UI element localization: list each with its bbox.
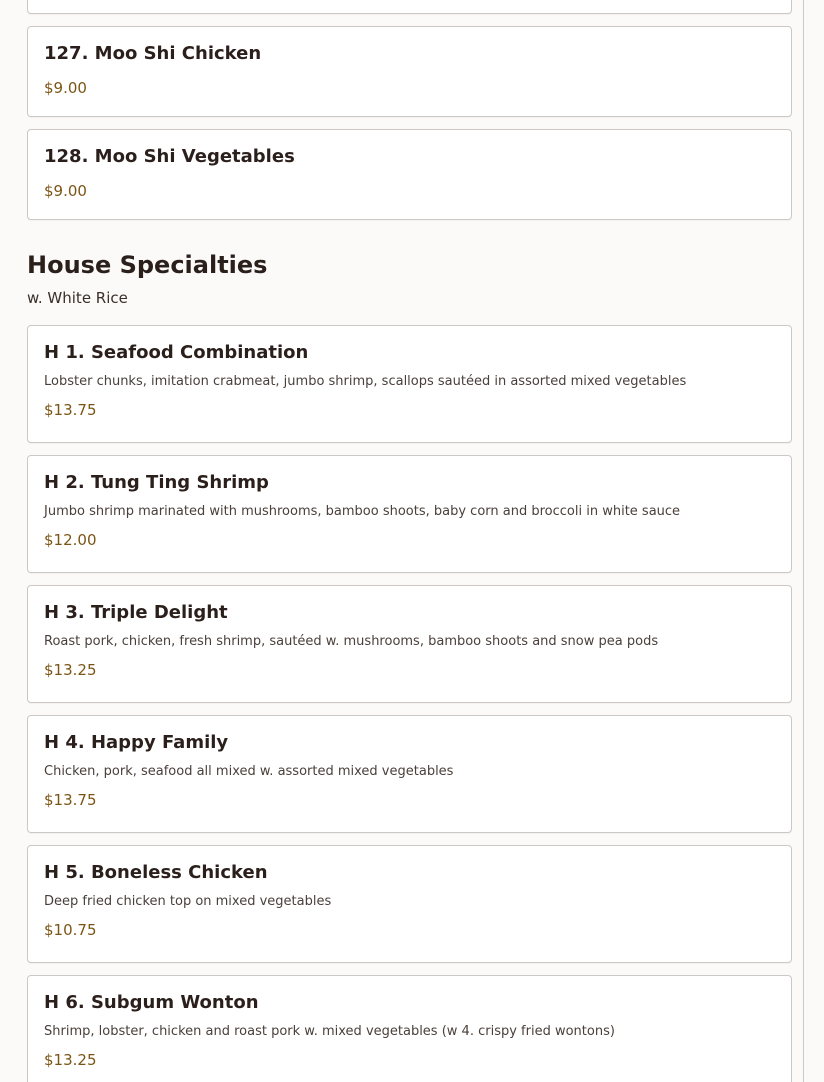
menu-item-price: $13.75 [44, 791, 97, 809]
menu-section-house-specialties [27, 250, 792, 1082]
menu-item-card[interactable] [27, 845, 792, 963]
menu-content [27, 0, 792, 1082]
menu-item-price: $10.75 [44, 921, 97, 939]
menu-item-price: $13.25 [44, 1051, 97, 1069]
menu-item-description: Chicken, pork, seafood all mixed w. assorted mixed vegetables [44, 764, 454, 779]
menu-item-name: H 4. Happy Family [44, 732, 229, 753]
menu-item-name: H 3. Triple Delight [44, 602, 228, 623]
menu-item-name: 128. Moo Shi Vegetables [44, 146, 295, 167]
section-subtitle: w. White Rice [27, 289, 128, 307]
menu-item-description: Shrimp, lobster, chicken and roast pork w. mixed vegetables (w 4. crispy fried wontons) [44, 1024, 615, 1039]
menu-item-name: H 1. Seafood Combination [44, 342, 309, 363]
menu-item-price: $9.00 [44, 79, 87, 97]
menu-item-card[interactable] [27, 455, 792, 573]
menu-item-card[interactable] [27, 129, 792, 220]
menu-item-description: Roast pork, chicken, fresh shrimp, sautéed w. mushrooms, bamboo shoots and snow pea pods [44, 634, 659, 649]
menu-item-card[interactable] [27, 26, 792, 117]
menu-item-card[interactable] [27, 0, 792, 14]
menu-item-price: $13.75 [44, 401, 97, 419]
menu-item-description: Deep fried chicken top on mixed vegetables [44, 894, 332, 909]
menu-item-description: Jumbo shrimp marinated with mushrooms, bamboo shoots, baby corn and broccoli in white sauce [44, 504, 681, 519]
menu-item-name: H 6. Subgum Wonton [44, 992, 259, 1013]
menu-item-name: H 5. Boneless Chicken [44, 862, 268, 883]
menu-item-name: 127. Moo Shi Chicken [44, 43, 262, 64]
scrollbar-track[interactable] [803, 0, 804, 1082]
menu-item-description: Lobster chunks, imitation crabmeat, jumbo shrimp, scallops sautéed in assorted mixed vegetables [44, 374, 687, 389]
menu-item-price: $12.00 [44, 531, 97, 549]
menu-item-card[interactable] [27, 585, 792, 703]
menu-item-card[interactable] [27, 715, 792, 833]
menu-item-name: H 2. Tung Ting Shrimp [44, 472, 269, 493]
section-title: House Specialties [27, 251, 268, 279]
menu-item-card[interactable] [27, 325, 792, 443]
menu-item-price: $9.00 [44, 182, 87, 200]
menu-item-card[interactable] [27, 975, 792, 1082]
menu-item-price: $13.25 [44, 661, 97, 679]
